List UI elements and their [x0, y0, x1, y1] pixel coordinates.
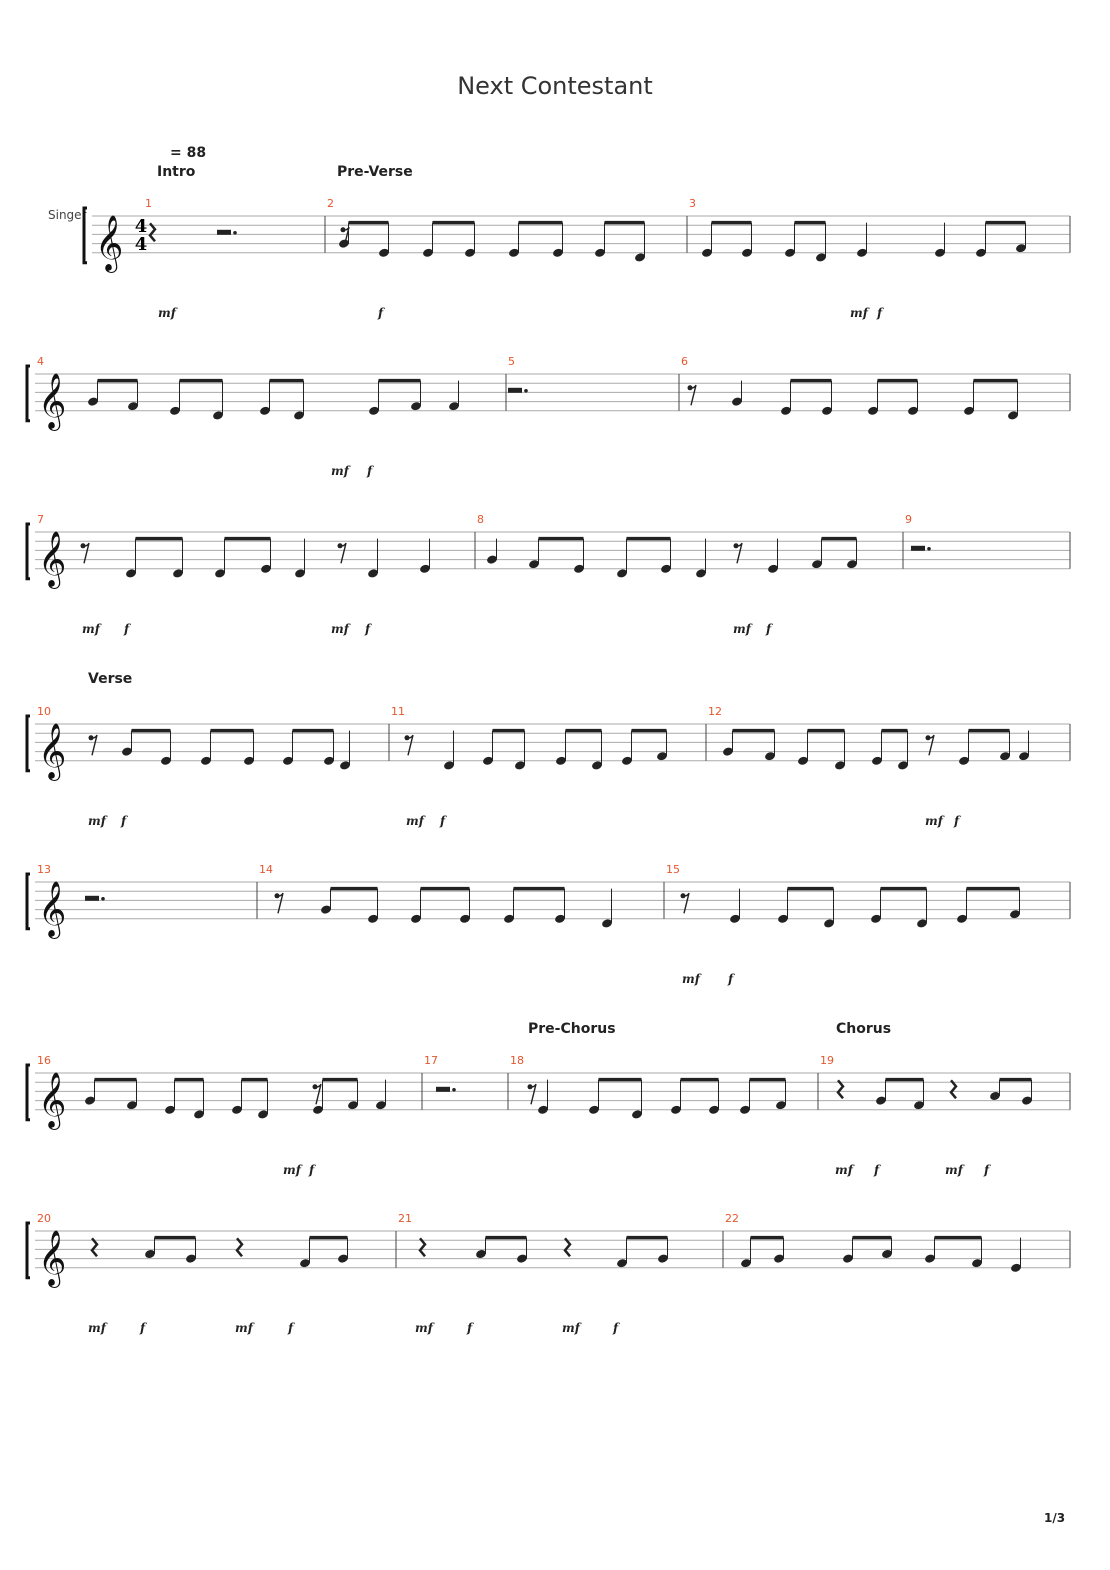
- dynamic-mf: mf: [331, 622, 349, 636]
- treble-clef-icon: 𝄞: [38, 722, 67, 779]
- dynamic-f: f: [613, 1321, 619, 1335]
- quarter-rest: [150, 223, 155, 241]
- dynamic-mf: mf: [406, 814, 424, 828]
- rest-dot: [927, 547, 931, 551]
- rest-dot: [233, 231, 237, 235]
- dynamic-f: f: [140, 1321, 146, 1335]
- page-number: 1/3: [1044, 1511, 1066, 1525]
- dynamic-mf: mf: [331, 464, 349, 478]
- staff-system: [27, 1054, 1070, 1177]
- dynamic-f: f: [121, 814, 127, 828]
- section-label-chorus: Chorus: [836, 1021, 892, 1037]
- measure-number: 18: [510, 1054, 524, 1067]
- dynamic-mf: mf: [415, 1321, 433, 1335]
- dynamic-mf: mf: [945, 1163, 963, 1177]
- dynamic-mf: mf: [88, 814, 106, 828]
- quarter-rest: [838, 1080, 843, 1098]
- measure-number: 10: [37, 705, 51, 718]
- measure-number: 12: [708, 705, 722, 718]
- section-label-pre-verse: Pre-Verse: [337, 164, 413, 180]
- half-rest: [85, 896, 99, 901]
- dynamic-f: f: [378, 306, 384, 320]
- staff-system: [27, 355, 1070, 478]
- dynamic-f: f: [984, 1163, 990, 1177]
- eighth-rest: [83, 543, 89, 563]
- dynamic-mf: mf: [925, 814, 943, 828]
- eighth-rest: [530, 1084, 536, 1104]
- measure-number: 2: [327, 197, 334, 210]
- system-bracket: [27, 366, 30, 421]
- dynamic-mf: mf: [562, 1321, 580, 1335]
- time-signature-numerator: 4: [134, 216, 148, 237]
- staff-system: [27, 513, 1070, 636]
- eighth-rest: [340, 543, 346, 563]
- dynamic-mf: mf: [850, 306, 868, 320]
- measure-number: 8: [477, 513, 484, 526]
- quarter-rest: [951, 1080, 956, 1098]
- quarter-rest: [92, 1238, 97, 1256]
- treble-clef-icon: 𝄞: [95, 214, 124, 271]
- system-bracket: [27, 1223, 30, 1278]
- dynamic-mf: mf: [682, 972, 700, 986]
- measure-number: 5: [508, 355, 515, 368]
- eighth-rest: [315, 1084, 321, 1104]
- eighth-rest: [928, 735, 934, 755]
- staff-system: [27, 1212, 1070, 1335]
- treble-clef-icon: 𝄞: [38, 530, 67, 587]
- dynamic-mf: mf: [235, 1321, 253, 1335]
- dynamic-f: f: [874, 1163, 880, 1177]
- staff-system: [27, 863, 1070, 986]
- measure-number: 14: [259, 863, 273, 876]
- dynamic-f: f: [440, 814, 446, 828]
- treble-clef-icon: 𝄞: [38, 880, 67, 937]
- dynamic-f: f: [288, 1321, 294, 1335]
- dynamic-f: f: [954, 814, 960, 828]
- dynamic-mf: mf: [283, 1163, 301, 1177]
- eighth-rest: [277, 893, 283, 913]
- quarter-rest: [420, 1238, 425, 1256]
- time-signature-denominator: 4: [134, 234, 148, 255]
- eighth-rest: [91, 735, 97, 755]
- measure-number: 4: [37, 355, 44, 368]
- measure-number: 7: [37, 513, 44, 526]
- dynamic-mf: mf: [733, 622, 751, 636]
- dynamic-f: f: [367, 464, 373, 478]
- dynamic-mf: mf: [835, 1163, 853, 1177]
- measure-number: 19: [820, 1054, 834, 1067]
- dynamic-mf: mf: [158, 306, 176, 320]
- measure-number: 13: [37, 863, 51, 876]
- system-bracket: [27, 716, 30, 771]
- measure-number: 17: [424, 1054, 438, 1067]
- dynamic-mf: mf: [82, 622, 100, 636]
- quarter-rest: [237, 1238, 242, 1256]
- system-bracket: [27, 524, 30, 579]
- section-label-pre-chorus: Pre-Chorus: [528, 1021, 616, 1037]
- rest-dot: [452, 1088, 456, 1092]
- dynamic-f: f: [728, 972, 734, 986]
- measure-number: 11: [391, 705, 405, 718]
- tempo-value: = 88: [170, 145, 207, 161]
- half-rest: [217, 230, 231, 235]
- measure-number: 9: [905, 513, 912, 526]
- half-rest: [508, 388, 522, 393]
- treble-clef-icon: 𝄞: [38, 1071, 67, 1128]
- dynamic-f: f: [766, 622, 772, 636]
- quarter-rest: [565, 1238, 570, 1256]
- system-bracket: [84, 208, 87, 263]
- rest-dot: [524, 389, 528, 393]
- eighth-rest: [683, 893, 689, 913]
- measure-number: 16: [37, 1054, 51, 1067]
- measure-number: 1: [145, 197, 152, 210]
- eighth-rest: [690, 385, 696, 405]
- measure-number: 3: [689, 197, 696, 210]
- system-bracket: [27, 874, 30, 929]
- dynamic-f: f: [877, 306, 883, 320]
- instrument-label: Singer: [48, 208, 87, 222]
- dynamic-f: f: [124, 622, 130, 636]
- dynamic-f: f: [309, 1163, 315, 1177]
- measure-number: 6: [681, 355, 688, 368]
- rest-dot: [101, 897, 105, 901]
- dynamic-f: f: [467, 1321, 473, 1335]
- half-rest: [911, 546, 925, 551]
- half-rest: [436, 1087, 450, 1092]
- measure-number: 21: [398, 1212, 412, 1225]
- staff-system: [84, 197, 1070, 320]
- dynamic-f: f: [365, 622, 371, 636]
- system-bracket: [27, 1065, 30, 1120]
- score-title: Next Contestant: [457, 72, 653, 100]
- dynamic-mf: mf: [88, 1321, 106, 1335]
- measure-number: 15: [666, 863, 680, 876]
- eighth-rest: [407, 735, 413, 755]
- staff-system: [27, 705, 1070, 828]
- section-label-intro: Intro: [157, 164, 196, 180]
- measure-number: 22: [725, 1212, 739, 1225]
- eighth-rest: [736, 543, 742, 563]
- treble-clef-icon: 𝄞: [38, 1229, 67, 1286]
- section-label-verse: Verse: [88, 671, 133, 687]
- treble-clef-icon: 𝄞: [38, 372, 67, 429]
- measure-number: 20: [37, 1212, 51, 1225]
